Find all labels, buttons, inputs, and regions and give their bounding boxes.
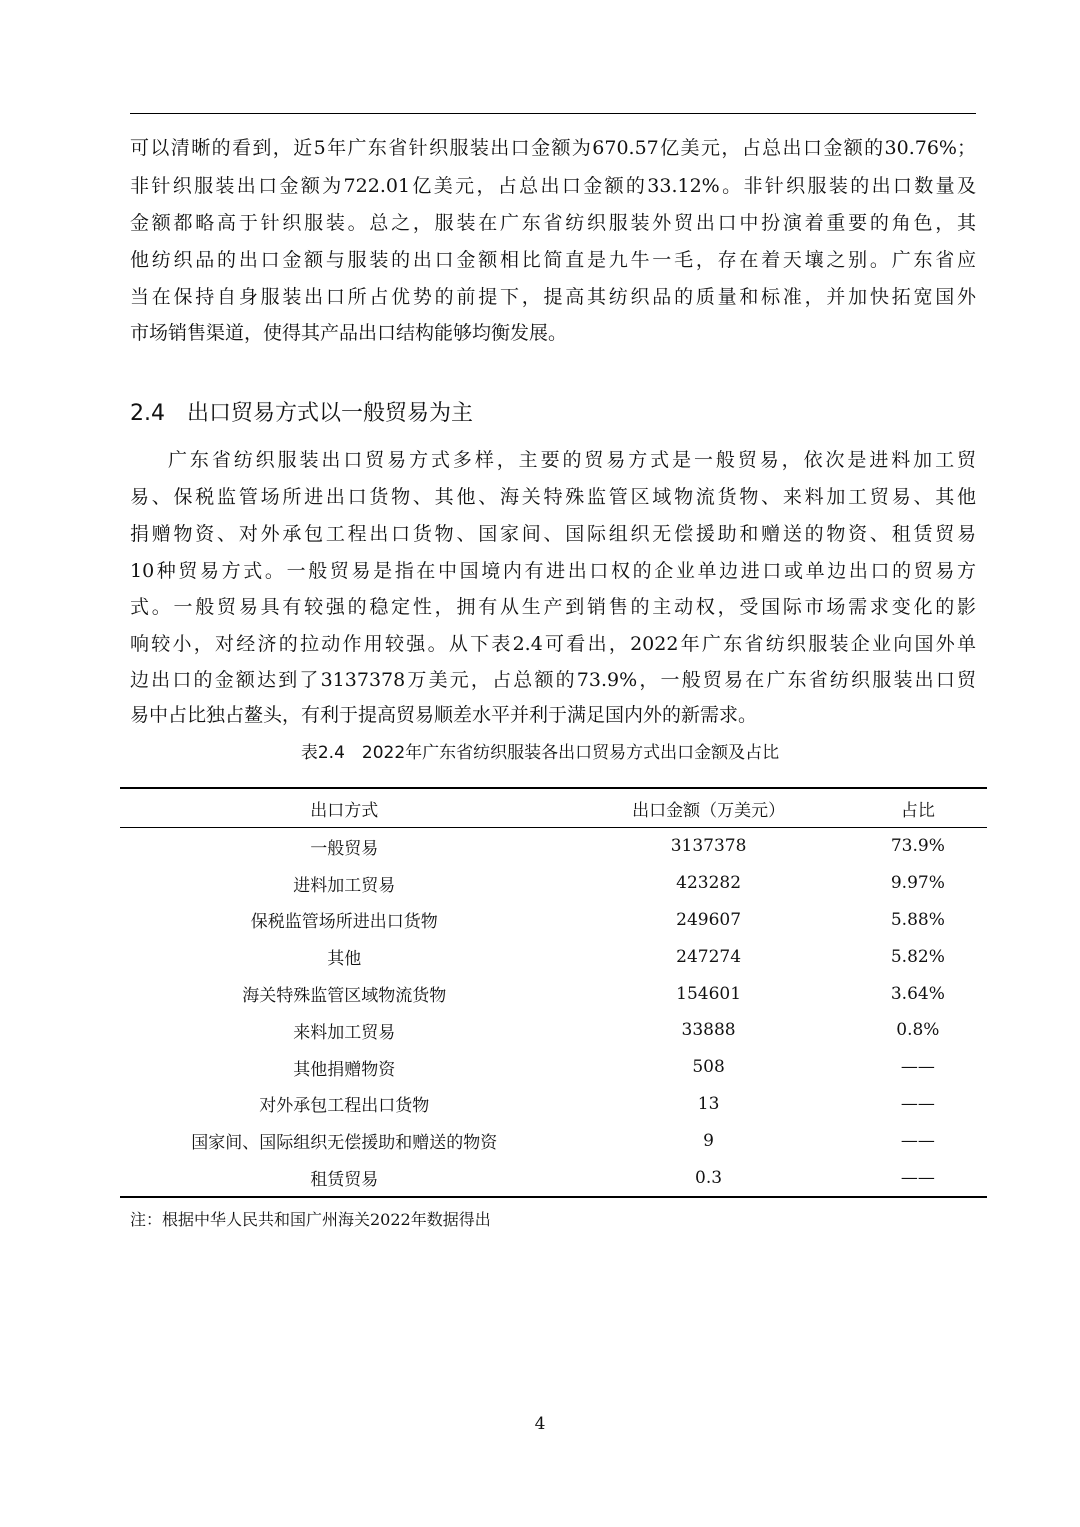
text-line: 可以清晰的看到，近5年广东省针织服装出口金额为670.57亿美元，占总出口金额的30.76%； xyxy=(130,137,976,159)
cell-share: 0.8% xyxy=(896,1020,940,1041)
section-title: 出口贸易方式以一般贸易为主 xyxy=(187,401,474,426)
cell-amount: 247274 xyxy=(676,946,742,967)
cell-amount: 154601 xyxy=(676,983,742,1004)
cell-share: 73.9% xyxy=(890,836,945,857)
table-row xyxy=(120,1159,987,1197)
table-row xyxy=(120,938,987,975)
text-line: 易中占比独占鳌头，有利于提高贸易顺差水平并利于满足国内外的新需求。 xyxy=(130,704,758,726)
cell-share: —— xyxy=(900,1057,935,1078)
table-row xyxy=(120,1049,987,1086)
text-line: 易、保税监管场所进出口货物、其他、海关特殊监管区域物流货物、来料加工贸易、其他 xyxy=(130,486,976,508)
header-rule xyxy=(130,113,976,114)
cell-share: —— xyxy=(900,1093,935,1114)
cell-amount: 33888 xyxy=(681,1020,736,1041)
cell-amount: 3137378 xyxy=(670,836,747,857)
cell-amount: 423282 xyxy=(676,873,742,894)
table-row xyxy=(120,902,987,939)
cell-trade-mode: 保税监管场所进出口货物 xyxy=(250,912,438,933)
cell-trade-mode: 其他 xyxy=(327,949,362,970)
text-line: 广东省纺织服装出口贸易方式多样，主要的贸易方式是一般贸易，依次是进料加工贸 xyxy=(168,449,976,471)
cell-trade-mode: 海关特殊监管区域物流货物 xyxy=(242,986,447,1007)
cell-amount: 508 xyxy=(692,1057,725,1078)
table-row xyxy=(120,1012,987,1049)
cell-amount: 13 xyxy=(697,1093,720,1114)
text-line: 10种贸易方式。一般贸易是指在中国境内有进出口权的企业单边进口或单边出口的贸易方 xyxy=(130,560,976,582)
cell-amount: 249607 xyxy=(676,909,742,930)
header-share: 占比 xyxy=(900,800,935,821)
cell-trade-mode: 一般贸易 xyxy=(310,838,379,859)
table-header-row xyxy=(120,788,987,828)
text-line: 式。一般贸易具有较强的稳定性，拥有从生产到销售的主动权，受国际市场需求变化的影 xyxy=(130,596,976,618)
section-number: 2.4 xyxy=(130,401,165,426)
text-line: 边出口的金额达到了3137378万美元，占总额的73.9%，一般贸易在广东省纺织服装出口贸 xyxy=(130,669,976,691)
cell-share: 5.82% xyxy=(890,946,945,967)
cell-trade-mode: 来料加工贸易 xyxy=(293,1022,396,1043)
cell-trade-mode: 对外承包工程出口货物 xyxy=(259,1096,430,1117)
cell-share: 5.88% xyxy=(890,909,945,930)
section-heading xyxy=(130,396,473,427)
text-line: 响较小，对经济的拉动作用较强。从下表2.4可看出，2022年广东省纺织服装企业向国外单 xyxy=(130,633,976,655)
header-amount: 出口金额（万美元） xyxy=(632,800,786,821)
text-line: 捐赠物资、对外承包工程出口货物、国家间、国际组织无偿援助和赠送的物资、租赁贸易 xyxy=(130,523,976,545)
cell-trade-mode: 其他捐赠物资 xyxy=(293,1059,396,1080)
cell-trade-mode: 进料加工贸易 xyxy=(293,875,396,896)
cell-amount: 0.3 xyxy=(695,1167,723,1188)
text-line: 当在保持自身服装出口所占优势的前提下，提高其纺织品的质量和标准，并加快拓宽国外 xyxy=(130,286,976,308)
page-number: 4 xyxy=(534,1414,546,1434)
table-note: 注：根据中华人民共和国广州海关2022年数据得出 xyxy=(130,1210,491,1229)
cell-share: —— xyxy=(900,1130,935,1151)
export-trade-table xyxy=(120,787,987,1198)
text-line: 市场销售渠道，使得其产品出口结构能够均衡发展。 xyxy=(130,322,568,344)
text-line: 非针织服装出口金额为722.01亿美元，占总出口金额的33.12%。非针织服装的出口数量及 xyxy=(130,175,976,197)
cell-share: 3.64% xyxy=(890,983,945,1004)
table-row xyxy=(120,828,987,865)
cell-share: 9.97% xyxy=(890,873,945,894)
cell-trade-mode: 国家间、国际组织无偿援助和赠送的物资 xyxy=(191,1133,498,1154)
table-row xyxy=(120,1086,987,1123)
cell-trade-mode: 租赁贸易 xyxy=(310,1170,379,1191)
table-row xyxy=(120,975,987,1012)
text-line: 他纺织品的出口金额与服装的出口金额相比简直是九牛一毛，存在着天壤之别。广东省应 xyxy=(130,249,976,271)
cell-share: —— xyxy=(900,1167,935,1188)
table-row xyxy=(120,865,987,902)
table-caption: 表2.4 2022年广东省纺织服装各出口贸易方式出口金额及占比 xyxy=(300,743,780,763)
header-trade-mode: 出口方式 xyxy=(310,800,379,821)
cell-amount: 9 xyxy=(703,1130,714,1151)
table-row xyxy=(120,1122,987,1159)
text-line: 金额都略高于针织服装。总之，服装在广东省纺织服装外贸出口中扮演着重要的角色，其 xyxy=(130,212,976,234)
